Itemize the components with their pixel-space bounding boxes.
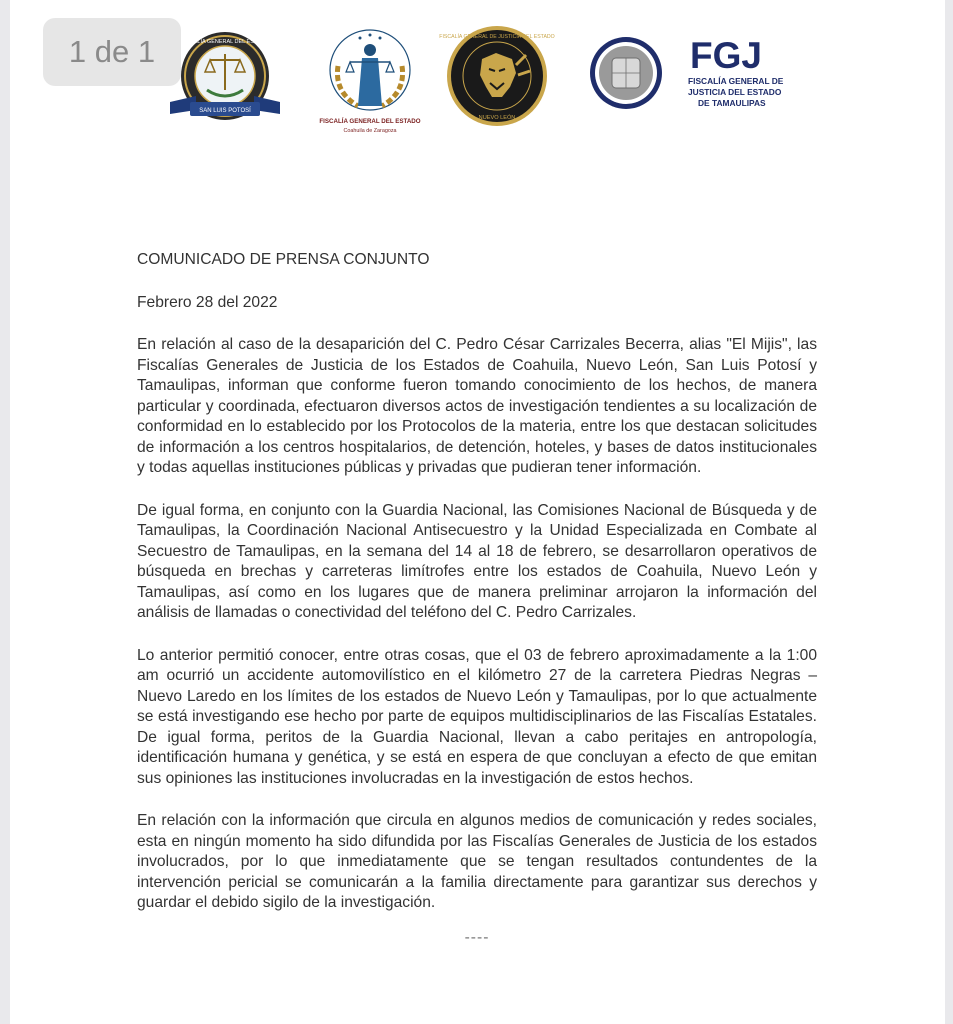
- slp-ribbon-text: SAN LUIS POTOSÍ: [199, 108, 251, 114]
- coahuila-caption-line2: Coahuila de Zaragoza: [343, 128, 397, 134]
- end-separator: ----: [464, 928, 490, 946]
- fgj-line1: FISCALÍA GENERAL DE: [688, 76, 784, 86]
- fgj-line2: JUSTICIA DEL ESTADO: [688, 87, 782, 97]
- paragraph: En relación al caso de la desaparición del C. Pedro César Carrizales Becerra, alias "El Mijis", las Fiscalías Generales de Justicia de los Estados de Coahuila, Nuevo León, San Luis Potosí y Tamaulipas, informan que conforme fueron tomando conocimiento de los hechos, de manera particular y coordinada, efectuaron diversos actos de investigación tendientes a su localización de conformidad en lo establecido por los Protocolos de la materia, entre los que destacan solicitudes de información a los centros hospitalarios, de detención, hoteles, y bases de datos institucionales y todas aquellas instituciones públicas y privadas que pudieran tener información.: [137, 336, 817, 476]
- press-release-body: [137, 250, 817, 948]
- nl-bottom-text: NUEVO LEÓN: [478, 115, 516, 121]
- document-title: COMUNICADO DE PRENSA CONJUNTO: [137, 251, 430, 268]
- document-page: [10, 0, 945, 1024]
- paragraph: De igual forma, en conjunto con la Guardia Nacional, las Comisiones Nacional de Búsqueda y de Tamaulipas, la Coordinación Nacional Antisecuestro y la Unidad Especializada en Combate al Secuestro de Tamaulipas, en la semana del 14 al 18 de febrero, se desarrollaron operativos de búsqueda en brechas y carreteras limítrofes entre los estados de Coahuila, Nuevo León y Tamaulipas, así como en los lugares que de manera preliminar arrojaron la información del análisis de llamadas o conectividad del teléfono del C. Pedro Carrizales.: [137, 501, 817, 621]
- paragraph: En relación con la información que circula en algunos medios de comunicación y redes sociales, esta en ningún momento ha sido difundida por las Fiscalías Generales de Justicia de los estados involucrados, por lo que inmediatamente que se tengan resultados contundentes de la intervención pericial se comunicarán a la familia directamente para garantizar sus derechos y guardar el debido sigilo de la investigación.: [137, 812, 817, 911]
- coahuila-caption-line1: FISCALÍA GENERAL DEL ESTADO: [319, 118, 421, 125]
- fgj-acronym: FGJ: [690, 35, 762, 76]
- slp-fiscalia-seal: [166, 30, 284, 130]
- nuevo-leon-fiscalia-seal: [439, 25, 555, 127]
- page-indicator: 1 de 1: [43, 18, 181, 86]
- fgj-line3: DE TAMAULIPAS: [698, 98, 766, 108]
- document-date: Febrero 28 del 2022: [137, 293, 278, 311]
- paragraph: Lo anterior permitió conocer, entre otras cosas, que el 03 de febrero aproximadamente a la 1:00 am ocurrió un accidente automovilístico en el kilómetro 27 de la carretera Piedras Negras – Nuevo Laredo en los límites de los estados de Nuevo León y Tamaulipas, por lo que actualmente se está investigando ese hecho por parte de equipos multidisciplinarios de las Fiscalías Estatales. De igual forma, peritos de la Guardia Nacional, llevan a cabo peritajes en antropología, identificación humana y genética, y se está en espera de que concluyan a efecto de que emitan sus opiniones las instituciones involucradas en la investigación de estos hechos.: [137, 646, 817, 787]
- nl-ring-text: FISCALÍA GENERAL DE JUSTICIA DEL ESTADO: [439, 34, 555, 40]
- slp-ring-text: FISCALÍA GENERAL DEL ESTADO: [181, 39, 269, 45]
- coahuila-fiscalia-seal: [320, 26, 420, 136]
- fgj-tamaulipas-logo: [588, 30, 788, 116]
